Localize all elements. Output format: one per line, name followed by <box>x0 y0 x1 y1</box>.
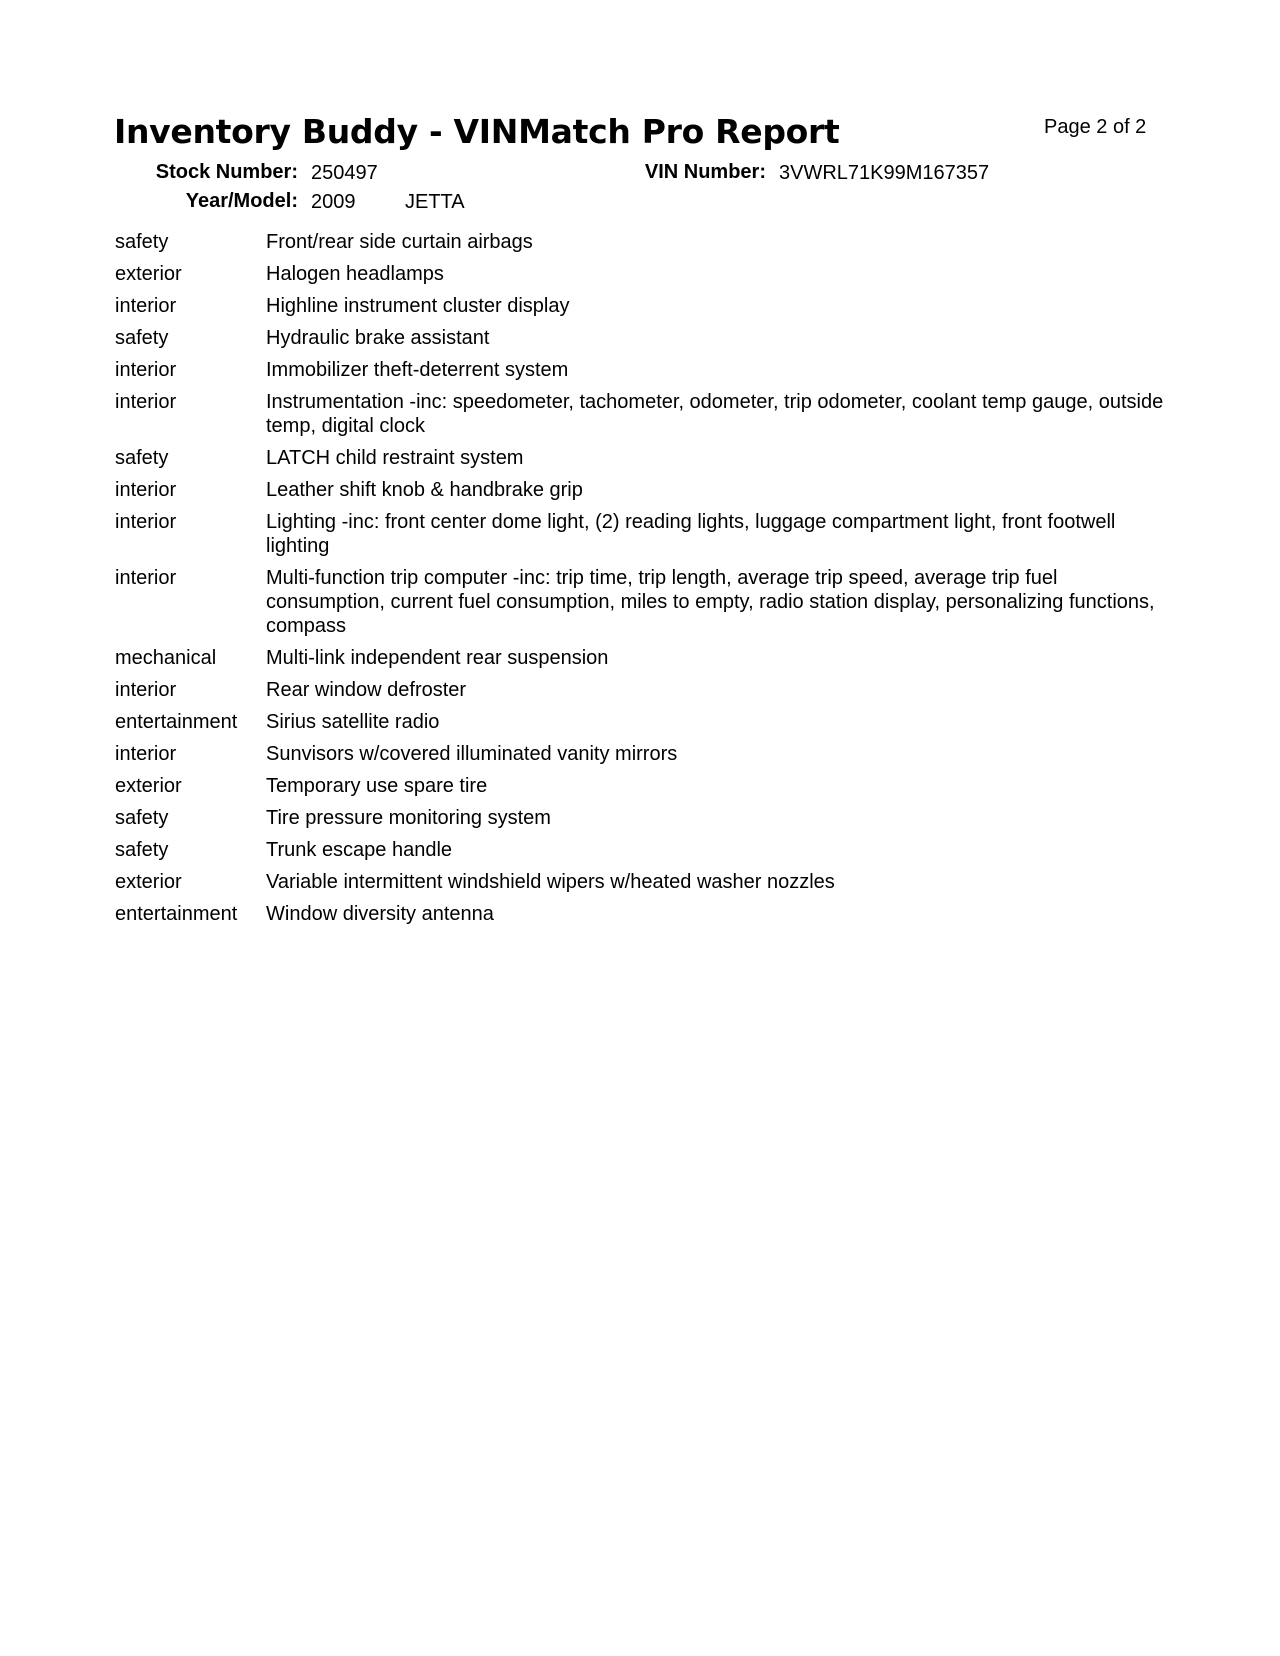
feature-category: exterior <box>115 263 182 285</box>
feature-row <box>115 742 1165 774</box>
feature-category: safety <box>115 807 169 829</box>
feature-row <box>115 294 1165 326</box>
feature-category: safety <box>115 447 169 469</box>
feature-category: interior <box>115 391 177 413</box>
feature-row <box>115 902 1165 934</box>
feature-category: entertainment <box>115 903 238 925</box>
feature-row <box>115 806 1165 838</box>
feature-description: Halogen headlamps <box>266 263 444 285</box>
feature-description: Highline instrument cluster display <box>266 295 570 317</box>
feature-row <box>115 262 1165 294</box>
feature-row <box>115 646 1165 678</box>
feature-row <box>115 774 1165 806</box>
feature-category: exterior <box>115 871 182 893</box>
vin-number-value: 3VWRL71K99M167357 <box>779 162 990 184</box>
feature-row <box>115 446 1165 478</box>
feature-row <box>115 326 1165 358</box>
feature-description: Immobilizer theft-deterrent system <box>266 359 569 381</box>
feature-description: Window diversity antenna <box>266 903 494 925</box>
feature-category: exterior <box>115 775 182 797</box>
page-number: Page 2 of 2 <box>1044 116 1147 138</box>
feature-category: interior <box>115 511 177 533</box>
feature-category: interior <box>115 567 177 589</box>
page-title: Inventory Buddy - VINMatch Pro Report <box>114 112 840 151</box>
feature-row <box>115 710 1165 742</box>
feature-list <box>115 230 1165 934</box>
feature-category: safety <box>115 231 169 253</box>
feature-row <box>115 870 1165 902</box>
feature-category: interior <box>115 479 177 501</box>
year-value: 2009 <box>311 191 356 213</box>
feature-category: entertainment <box>115 711 238 733</box>
feature-category: interior <box>115 743 177 765</box>
feature-description: Rear window defroster <box>266 679 467 701</box>
feature-row <box>115 838 1165 870</box>
feature-description: Leather shift knob & handbrake grip <box>266 479 583 501</box>
feature-category: interior <box>115 295 177 317</box>
model-value: JETTA <box>405 191 465 213</box>
feature-description: Sunvisors w/covered illuminated vanity mirrors <box>266 743 678 765</box>
feature-description: Trunk escape handle <box>266 839 453 861</box>
feature-row <box>115 390 1165 446</box>
feature-description: Front/rear side curtain airbags <box>266 231 533 253</box>
feature-row <box>115 678 1165 710</box>
feature-row <box>115 230 1165 262</box>
feature-description: Hydraulic brake assistant <box>266 327 490 349</box>
feature-description: Temporary use spare tire <box>266 775 488 797</box>
feature-row <box>115 478 1165 510</box>
feature-description: Tire pressure monitoring system <box>266 807 551 829</box>
feature-description: Multi-function trip computer -inc: trip time, trip length, average trip speed, average trip fuel consumption, current fuel consumption, miles to empty, radio station display, personalizing functions, compass <box>266 567 1155 637</box>
feature-description: Instrumentation -inc: speedometer, tachometer, odometer, trip odometer, coolant temp gauge, outside temp, digital clock <box>266 391 1164 437</box>
feature-row <box>115 358 1165 390</box>
stock-number-value: 250497 <box>311 162 378 184</box>
feature-description: LATCH child restraint system <box>266 447 524 469</box>
feature-description: Sirius satellite radio <box>266 711 440 733</box>
feature-row <box>115 510 1165 566</box>
feature-category: interior <box>115 679 177 701</box>
feature-category: mechanical <box>115 647 217 669</box>
feature-description: Multi-link independent rear suspension <box>266 647 609 669</box>
feature-description: Variable intermittent windshield wipers w/heated washer nozzles <box>266 871 835 893</box>
feature-category: safety <box>115 839 169 861</box>
vin-number-label: VIN Number: <box>644 161 766 183</box>
feature-category: interior <box>115 359 177 381</box>
feature-row <box>115 566 1165 646</box>
feature-category: safety <box>115 327 169 349</box>
feature-description: Lighting -inc: front center dome light, (2) reading lights, luggage compartment light, front footwell lighting <box>266 511 1116 557</box>
year-model-label: Year/Model: <box>185 190 298 212</box>
stock-number-label: Stock Number: <box>155 161 298 183</box>
